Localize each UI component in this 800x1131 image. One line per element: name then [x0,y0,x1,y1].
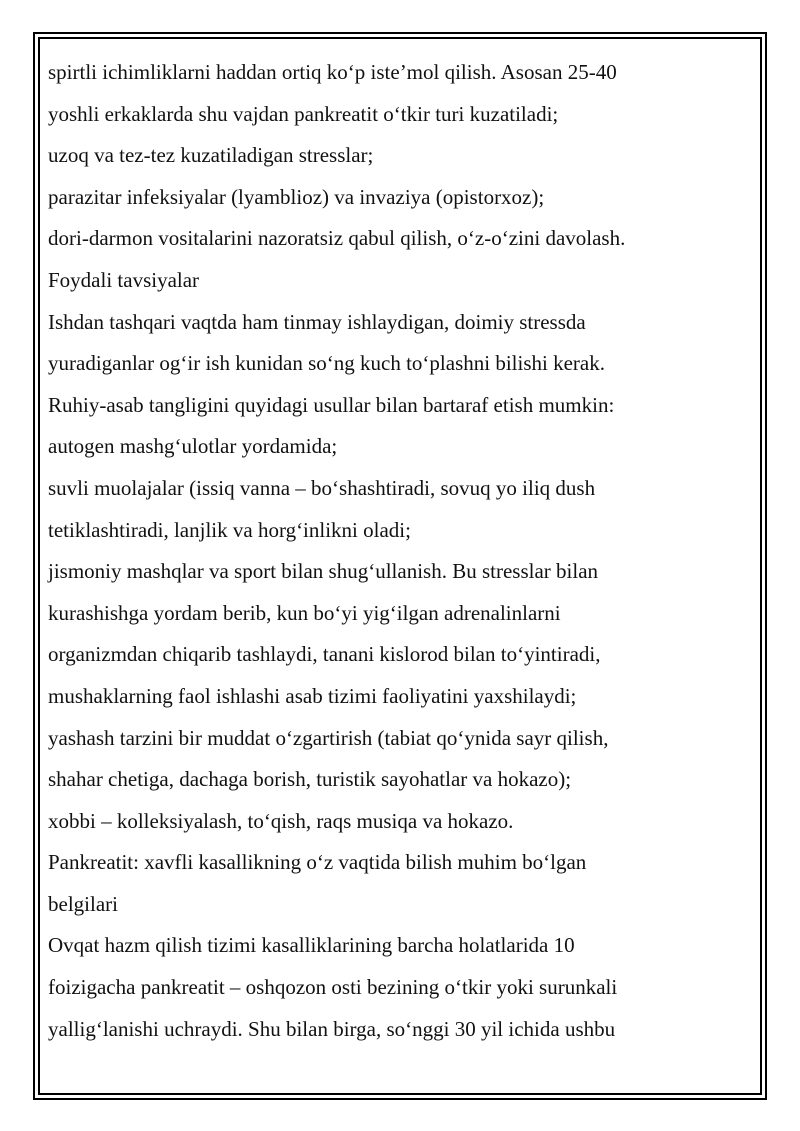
text-line: suvli muolajalar (issiq vanna – boʻshashtiradi, sovuq yo iliq dush [48,475,596,500]
text-line: jismoniy mashqlar va sport bilan shugʻullanish. Bu stresslar bilan [48,559,599,584]
text-line: yashash tarzini bir muddat oʻzgartirish (tabiat qoʻynida sayr qilish, [48,725,609,750]
text-line: shahar chetiga, dachaga borish, turistik sayohatlar va hokazo); [48,767,572,792]
text-line: parazitar infeksiyalar (lyamblioz) va invaziya (opistorxoz); [48,184,545,209]
text-line: foizigacha pankreatit – oshqozon osti bezining oʻtkir yoki surunkali [48,975,618,1000]
section-heading: Pankreatit: xavfli kasallikning oʻz vaqtida bilish muhim boʻlgan [48,850,587,875]
document-body [48,52,728,1050]
text-line: Ruhiy-asab tangligini quyidagi usullar bilan bartaraf etish mumkin: [48,392,615,417]
text-line: xobbi – kolleksiyalash, toʻqish, raqs musiqa va hokazo. [48,808,514,833]
text-line: organizmdan chiqarib tashlaydi, tanani kislorod bilan toʻyintiradi, [48,642,601,667]
text-line: kurashishga yordam berib, kun boʻyi yigʻilgan adrenalinlarni [48,600,561,625]
text-line: yuradiganlar ogʻir ish kunidan soʻng kuch toʻplashni bilishi kerak. [48,351,605,376]
text-line: spirtli ichimliklarni haddan ortiq koʻp isteʼmol qilish. Asosan 25-40 [48,60,617,84]
text-line: uzoq va tez-tez kuzatiladigan stresslar; [48,143,374,168]
text-line: Ovqat hazm qilish tizimi kasalliklarining barcha holatlarida 10 [48,933,575,958]
section-heading: Foydali tavsiyalar [48,267,200,292]
text-line: tetiklashtiradi, lanjlik va horgʻinlikni oladi; [48,517,411,542]
text-line: mushaklarning faol ishlashi asab tizimi faoliyatini yaxshilaydi; [48,683,577,708]
text-line: autogen mashgʻulotlar yordamida; [48,434,338,459]
text-line: yalligʻlanishi uchraydi. Shu bilan birga, soʻnggi 30 yil ichida ushbu [48,1016,616,1041]
text-line: yoshli erkaklarda shu vajdan pankreatit oʻtkir turi kuzatiladi; [48,101,559,126]
text-line: dori-darmon vositalarini nazoratsiz qabul qilish, oʻz-oʻzini davolash. [48,226,626,251]
section-heading: belgilari [48,891,118,916]
text-line: Ishdan tashqari vaqtda ham tinmay ishlaydigan, doimiy stressda [48,309,586,334]
